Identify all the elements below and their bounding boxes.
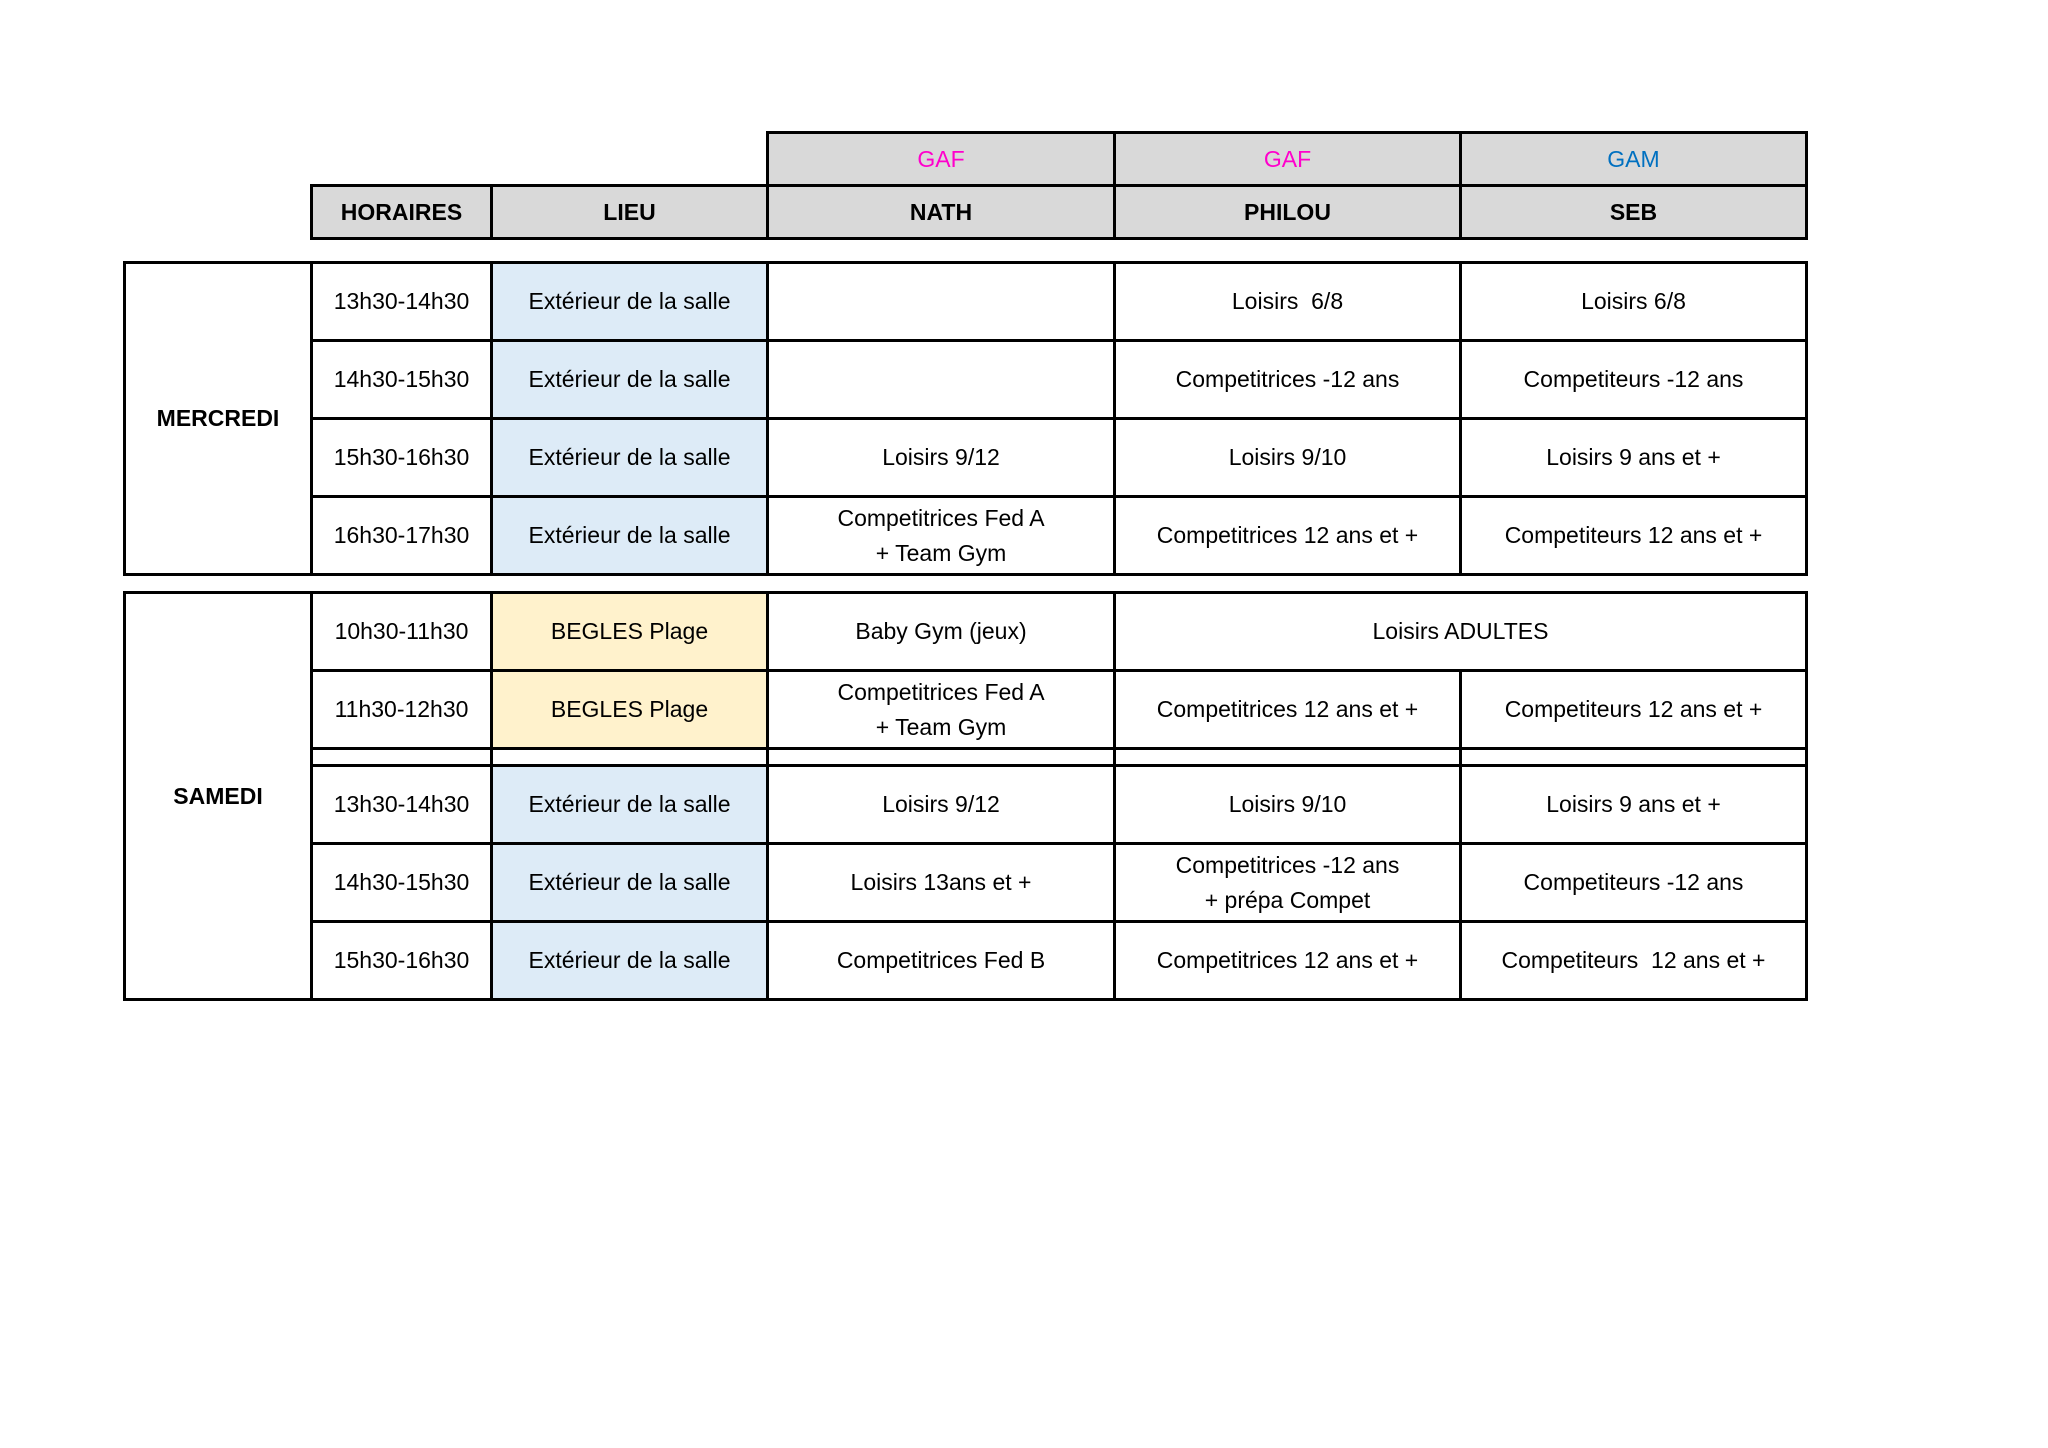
seb-cell: Competiteurs 12 ans et + xyxy=(1461,497,1807,575)
table-row xyxy=(125,263,1807,341)
nath-cell xyxy=(768,263,1115,341)
nath-cell: Competitrices Fed B xyxy=(768,922,1115,1000)
col-header-lieu: LIEU xyxy=(492,186,768,239)
col-header-philou: PHILOU xyxy=(1115,186,1461,239)
nath-cell-line-2: + Team Gym xyxy=(875,713,1007,740)
seb-cell: Loisirs 9 ans et + xyxy=(1461,419,1807,497)
lieu-cell: Extérieur de la salle xyxy=(492,844,768,922)
time-cell: 10h30-11h30 xyxy=(312,593,492,671)
lieu-cell: BEGLES Plage xyxy=(492,671,768,749)
nath-cell xyxy=(768,341,1115,419)
spacer-row xyxy=(125,749,1807,766)
group-label-gam-seb: GAM xyxy=(1461,133,1807,186)
schedule-header xyxy=(310,131,1808,240)
philou-cell: Loisirs 9/10 xyxy=(1115,766,1461,844)
lieu-cell: BEGLES Plage xyxy=(492,593,768,671)
philou-cell: Competitrices 12 ans et + xyxy=(1115,922,1461,1000)
philou-seb-merged-cell: Loisirs ADULTES xyxy=(1115,593,1807,671)
time-cell: 16h30-17h30 xyxy=(312,497,492,575)
lieu-cell: Extérieur de la salle xyxy=(492,341,768,419)
table-row xyxy=(125,593,1807,671)
table-row xyxy=(125,922,1807,1000)
philou-cell: Competitrices 12 ans et + xyxy=(1115,497,1461,575)
group-label-gaf-nath: GAF xyxy=(768,133,1115,186)
philou-cell: Competitrices 12 ans et + xyxy=(1115,671,1461,749)
col-header-horaires: HORAIRES xyxy=(312,186,492,239)
seb-cell: Loisirs 9 ans et + xyxy=(1461,766,1807,844)
nath-cell-line-2: + Team Gym xyxy=(875,539,1007,566)
nath-cell: Loisirs 13ans et + xyxy=(768,844,1115,922)
lieu-cell: Extérieur de la salle xyxy=(492,766,768,844)
table-row xyxy=(125,341,1807,419)
nath-cell xyxy=(768,671,1115,749)
nath-cell: Loisirs 9/12 xyxy=(768,419,1115,497)
nath-cell-line-1: Competitrices Fed A xyxy=(837,678,1045,705)
samedi-block xyxy=(123,591,1808,1001)
philou-cell: Competitrices -12 ans xyxy=(1115,341,1461,419)
nath-cell xyxy=(768,497,1115,575)
seb-cell: Competiteurs -12 ans xyxy=(1461,844,1807,922)
time-cell: 13h30-14h30 xyxy=(312,766,492,844)
philou-cell: Loisirs 9/10 xyxy=(1115,419,1461,497)
time-cell: 14h30-15h30 xyxy=(312,341,492,419)
nath-cell: Loisirs 9/12 xyxy=(768,766,1115,844)
table-row xyxy=(125,497,1807,575)
col-header-nath: NATH xyxy=(768,186,1115,239)
time-cell: 11h30-12h30 xyxy=(312,671,492,749)
day-label-samedi: SAMEDI xyxy=(125,593,312,1000)
col-header-seb: SEB xyxy=(1461,186,1807,239)
group-label-gaf-philou: GAF xyxy=(1115,133,1461,186)
seb-cell: Competiteurs 12 ans et + xyxy=(1461,671,1807,749)
lieu-cell: Extérieur de la salle xyxy=(492,922,768,1000)
group-header-row xyxy=(312,133,1807,186)
time-cell: 15h30-16h30 xyxy=(312,419,492,497)
day-label-mercredi: MERCREDI xyxy=(125,263,312,575)
seb-cell: Competiteurs 12 ans et + xyxy=(1461,922,1807,1000)
philou-cell-line-2: + prépa Compet xyxy=(1204,886,1371,913)
time-cell: 15h30-16h30 xyxy=(312,922,492,1000)
philou-cell xyxy=(1115,844,1461,922)
mercredi-block xyxy=(123,261,1808,576)
column-header-row xyxy=(312,186,1807,239)
nath-cell-line-1: Competitrices Fed A xyxy=(837,504,1045,531)
lieu-cell: Extérieur de la salle xyxy=(492,419,768,497)
philou-cell: Loisirs 6/8 xyxy=(1115,263,1461,341)
nath-cell: Baby Gym (jeux) xyxy=(768,593,1115,671)
table-row xyxy=(125,671,1807,749)
seb-cell: Loisirs 6/8 xyxy=(1461,263,1807,341)
seb-cell: Competiteurs -12 ans xyxy=(1461,341,1807,419)
table-row xyxy=(125,419,1807,497)
philou-cell-line-1: Competitrices -12 ans xyxy=(1175,851,1400,878)
time-cell: 13h30-14h30 xyxy=(312,263,492,341)
time-cell: 14h30-15h30 xyxy=(312,844,492,922)
table-row xyxy=(125,844,1807,922)
lieu-cell: Extérieur de la salle xyxy=(492,497,768,575)
lieu-cell: Extérieur de la salle xyxy=(492,263,768,341)
table-row xyxy=(125,766,1807,844)
